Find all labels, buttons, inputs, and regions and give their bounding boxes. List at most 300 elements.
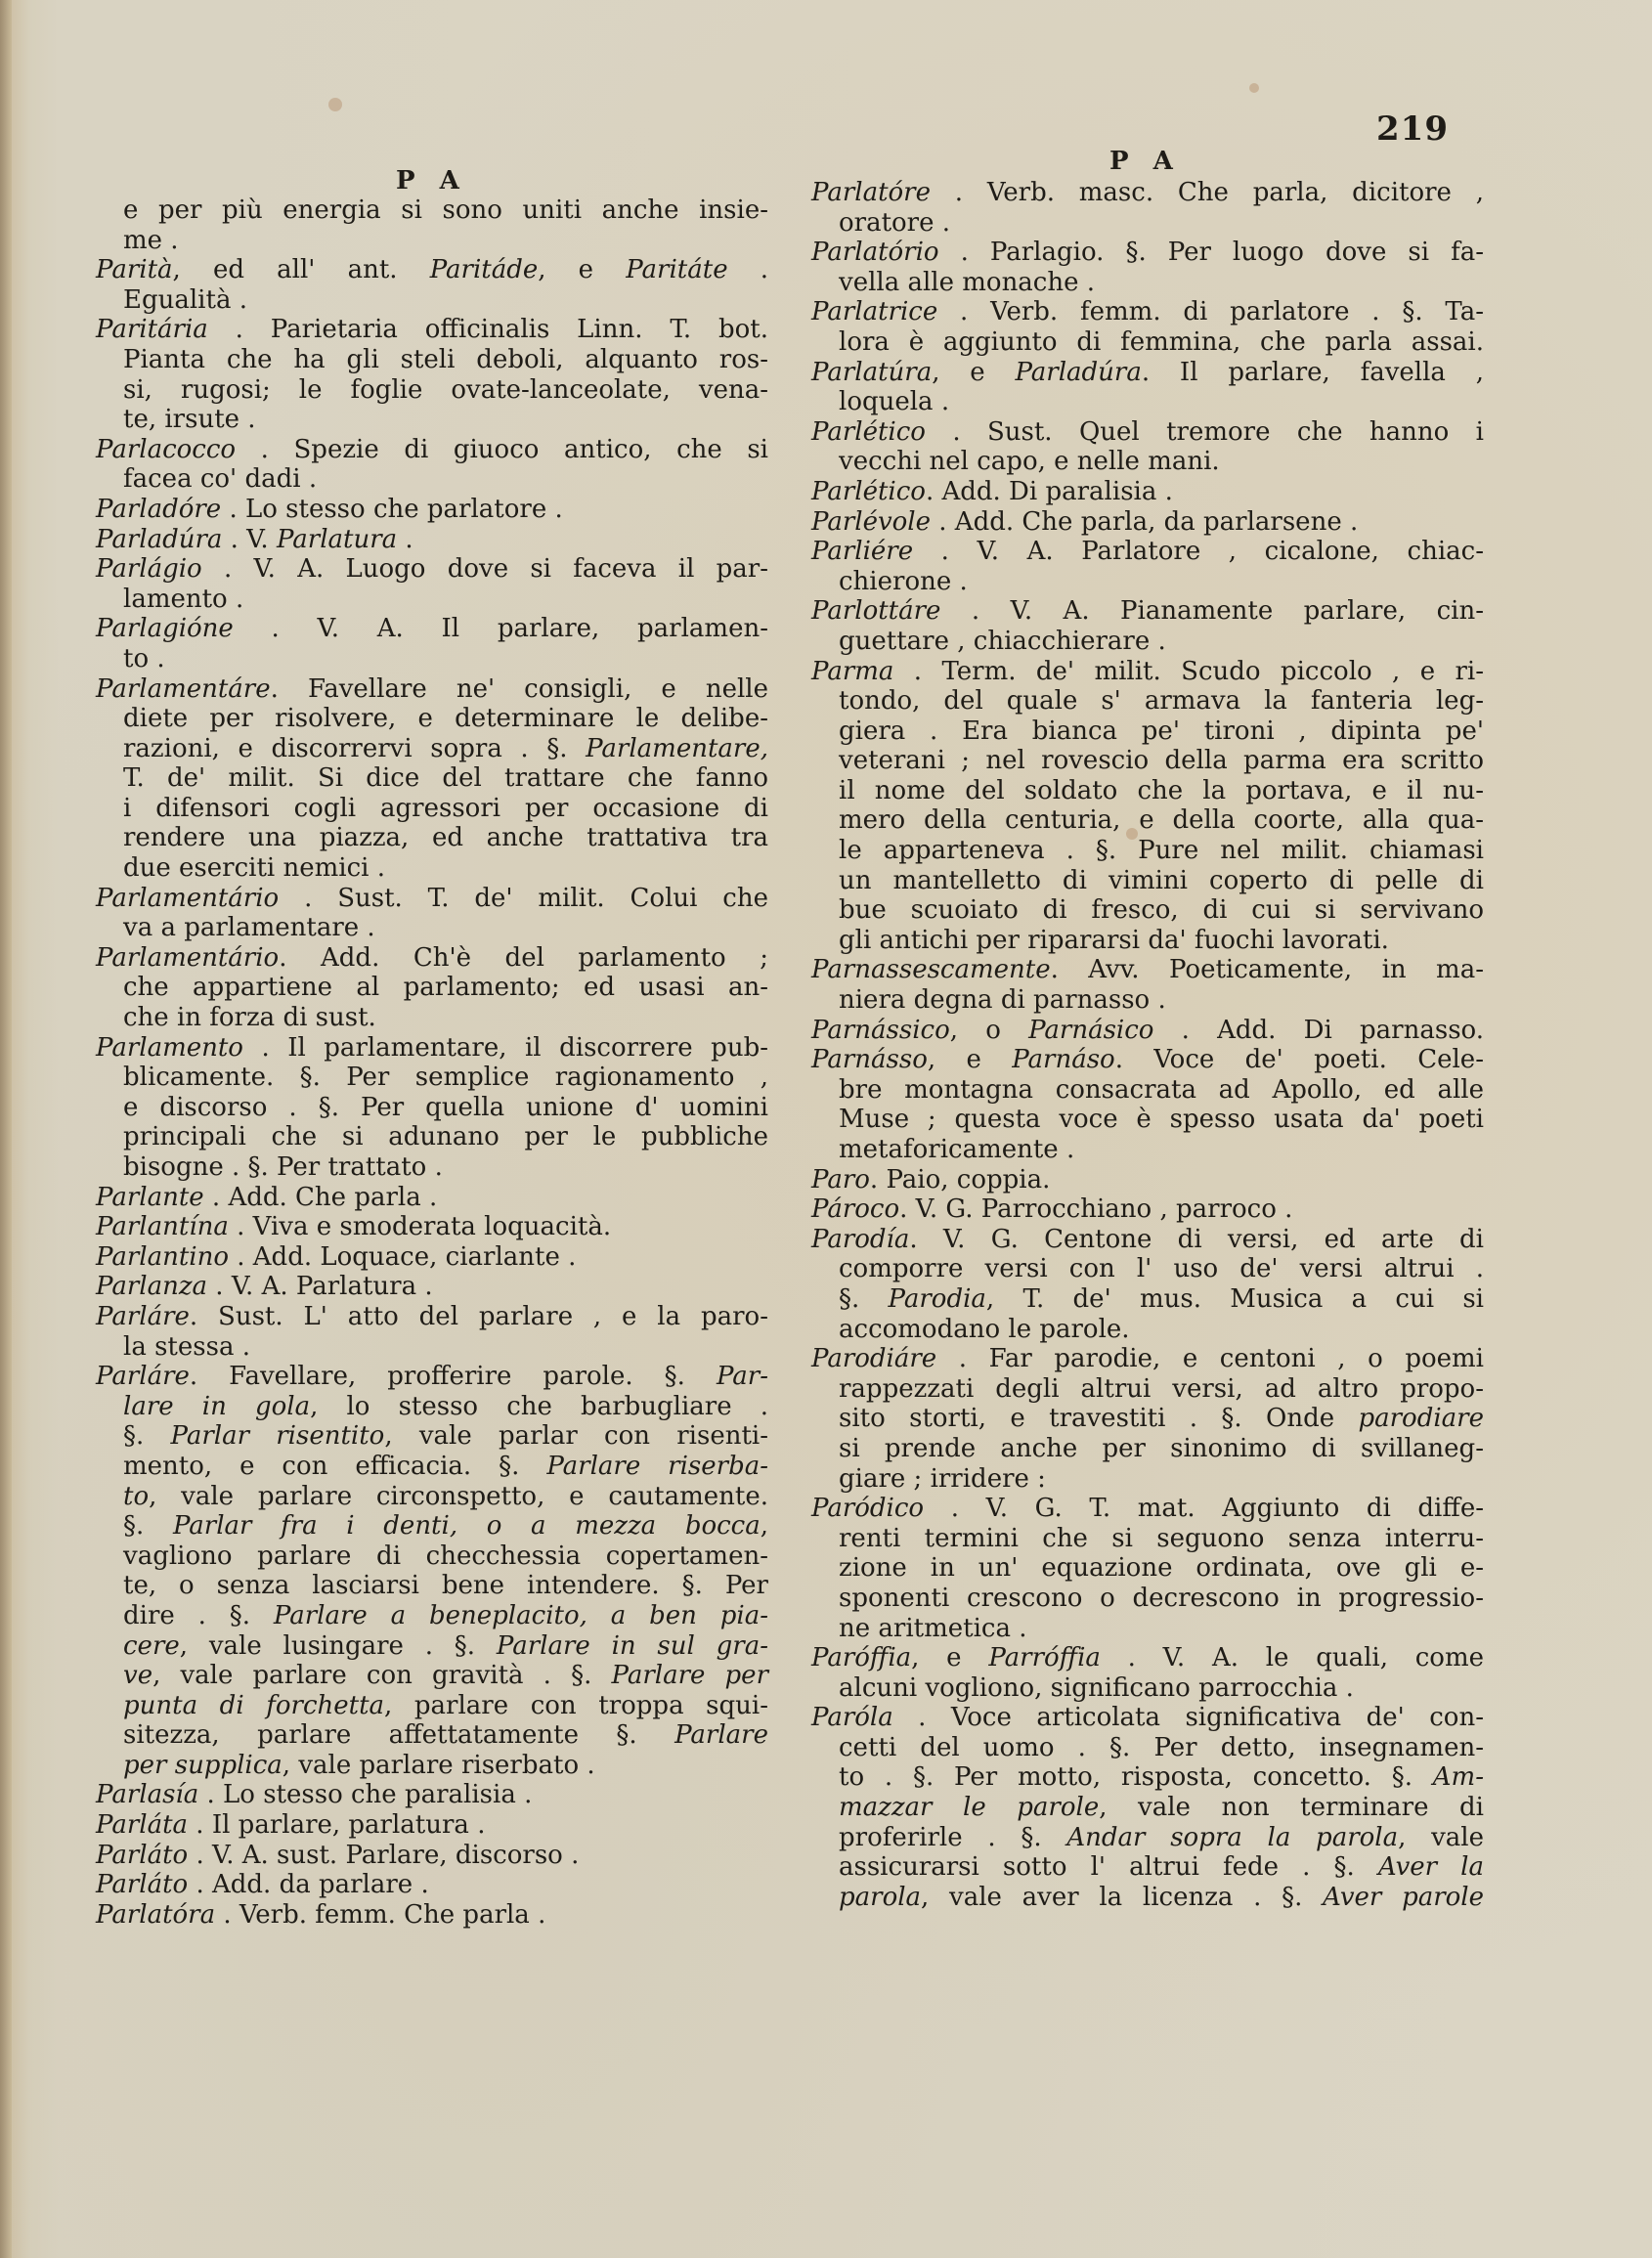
definition-text: , parlare con troppa squi- [384,1690,768,1720]
headword: Parlágio [96,554,202,585]
entry-continuation-line [804,836,1484,866]
entry-continuation-line [88,973,768,1003]
entry-continuation-line [804,1254,1484,1284]
entry-headword-line [88,315,768,345]
definition-text: lora è aggiunto di femmina, che parla assai. [839,326,1484,357]
headword: Parlamentário [96,942,280,973]
italic-text: Aver la [1377,1852,1485,1883]
italic-text: mazzar le parole [839,1793,1100,1823]
headword: Parlacocco [96,434,237,464]
entry-continuation-line [804,985,1484,1016]
entry-headword-line [804,417,1484,448]
italic-text: Aver parole [1323,1882,1484,1912]
definition-text: si prende anche per sinonimo di svillaneg- [839,1433,1484,1463]
definition-text: che in forza di sust. [123,1003,376,1033]
definition-text: . Add. Loquace, ciarlante . [228,1241,577,1272]
running-head-left: P A [396,166,467,195]
entry-continuation-line [804,1733,1484,1763]
entry-continuation-line [804,1105,1484,1135]
entry-headword-line [88,525,768,555]
definition-text: . V. G. Parrocchiano , parroco . [899,1194,1293,1225]
entry-continuation-line [804,447,1484,477]
entry-headword-line [804,537,1484,567]
entry-headword-line [804,1643,1484,1673]
definition-text: . Add. Di paralisia . [925,476,1173,506]
italic-text: Andar sopra la parola [1066,1822,1399,1852]
entry-continuation-line [804,1404,1484,1434]
italic-text: Parlare riserba- [546,1451,769,1481]
italic-text: Parodia [888,1283,986,1314]
definition-text: , [760,1511,769,1542]
definition-text: bre montagna consacrata ad Apollo, ed alle [839,1074,1484,1105]
definition-text: sitezza, parlare affettatamente §. [123,1720,675,1751]
entry-continuation-line [88,1511,768,1542]
entry-headword-line [88,435,768,465]
definition-text: . V. A. le quali, come [1100,1643,1484,1673]
italic-text: Parlare [674,1720,768,1751]
entry-continuation-line [804,1762,1484,1793]
headword: Parlatório [811,238,939,268]
definition-text: comporre versi con l' uso de' versi altrui . [839,1254,1484,1284]
definition-text: . Favellare, profferire parole. §. [189,1362,717,1392]
headword: Parláta [96,1810,189,1841]
definition-text: alcuni vogliono, significano parrocchia . [839,1672,1354,1703]
entry-headword-line [88,1780,768,1810]
entry-headword-line [88,884,768,914]
entry-continuation-line [88,1571,768,1601]
entry-continuation-line [88,1720,768,1751]
entry-continuation-line [804,1524,1484,1554]
entry-headword-line [88,614,768,644]
definition-text: Pianta che ha gli steli deboli, alquanto ros- [123,344,768,374]
definition-text: un mantelletto di vimini coperto di pelle di [839,865,1484,895]
definition-text: che appartiene al parlamento; ed usasi an- [123,973,768,1003]
definition-text: . Paio, coppia. [869,1164,1051,1194]
entry-headword-line [804,596,1484,627]
definition-text: . V. G. T. mat. Aggiunto di diffe- [924,1494,1484,1524]
entry-headword-line [804,358,1484,388]
definition-text: . Parlagio. §. Per luogo dove si fa- [938,238,1484,268]
definition-text: §. [123,1511,173,1542]
paper-stain [1249,83,1259,93]
entry-continuation-line [88,1482,768,1512]
definition-text: dire . §. [123,1600,274,1630]
definition-text: va a parlamentare . [123,913,375,943]
definition-text: . V. A. Il parlare, parlamen- [233,614,768,644]
definition-text: veterani ; nel rovescio della parma era scritto [839,746,1484,776]
entry-headword-line [804,1225,1484,1255]
entry-continuation-line [88,734,768,764]
definition-text: oratore . [839,207,951,238]
entry-continuation-line [804,627,1484,657]
definition-text: , e [538,255,627,285]
definition-text: , ed all' ant. [172,255,430,285]
entry-continuation-line [804,268,1484,298]
page-number: 219 [1376,109,1449,149]
entry-headword-line [88,1841,768,1871]
entry-continuation-line [804,1374,1484,1405]
paper-stain [328,98,342,111]
entry-headword-line [88,255,768,285]
definition-text: cetti del uomo . §. Per detto, insegnamen- [839,1732,1484,1762]
entry-headword-line [88,554,768,585]
headword: Parlatúra [811,357,933,387]
entry-continuation-line [88,644,768,674]
definition-text: e per più energia si sono uniti anche insie- [123,195,768,225]
entry-continuation-line [804,1553,1484,1584]
entry-continuation-line [88,1392,768,1422]
definition-text: chierone . [839,566,968,596]
definition-text: . Verb. masc. Che parla, dicitore , [931,178,1484,207]
italic-text: parola [839,1882,922,1912]
definition-text: . Add. Che parla . [203,1182,438,1212]
entry-continuation-line [804,1883,1484,1913]
entry-continuation-line [88,1063,768,1093]
definition-text: , vale [1398,1822,1485,1852]
entry-continuation-line [88,1152,768,1183]
definition-text: . [397,524,413,554]
italic-text: parodiare [1358,1404,1484,1434]
definition-text: blicamente. §. Per semplice ragionamento , [123,1063,768,1093]
definition-text: . Lo stesso che parlatore . [221,494,563,524]
headword: Parlatóre [811,178,931,207]
right-column [804,178,1484,1912]
definition-text: loquela . [839,387,950,417]
entry-continuation-line [88,823,768,853]
entry-continuation-line [88,1661,768,1691]
italic-text: Parlar risentito [170,1421,385,1452]
entry-continuation-line [804,327,1484,358]
running-head-right: P A [1109,147,1181,176]
definition-text: . Verb. femm. Che parla . [215,1899,546,1930]
definition-text: , vale non terminare di [1099,1793,1484,1823]
definition-text: razioni, e discorrervi sopra . §. [123,733,587,763]
entry-headword-line [804,297,1484,327]
entry-continuation-line [804,866,1484,896]
entry-continuation-line [88,585,768,615]
headword: Parlamentário [96,883,280,913]
italic-text: Parnásico [1028,1015,1154,1045]
definition-text: . V. G. Centone di versi, ed arte di [909,1224,1484,1254]
definition-text: sponenti crescono o decrescono in progressio- [839,1583,1484,1613]
entry-continuation-line [804,1075,1484,1106]
definition-text: . Voce de' poeti. Cele- [1114,1045,1484,1075]
entry-continuation-line [804,686,1484,716]
entry-continuation-line [804,208,1484,239]
definition-text: , vale lusingare . §. [179,1630,497,1661]
definition-text: . Verb. femm. di parlatore . §. Ta- [937,297,1484,327]
headword: Parláre [96,1301,190,1331]
italic-text: Par- [716,1362,768,1392]
entry-continuation-line [804,746,1484,776]
definition-text: , o [949,1015,1029,1045]
headword: Parlasía [96,1780,199,1810]
italic-text: Paritáde [429,255,539,285]
headword: Parlanza [96,1272,208,1302]
definition-text: . Viva e smoderata loquacità. [228,1212,612,1242]
headword: Parnássico [811,1015,950,1045]
headword: Parlantino [96,1241,229,1272]
headword: Parladúra [96,524,223,554]
definition-text: tondo, del quale s' armava la fanteria leg- [839,686,1484,716]
definition-text: sito storti, e travestiti . §. Onde [839,1404,1359,1434]
definition-text: vagliono parlare di checchessia copertamen- [123,1541,768,1571]
definition-text: . Sust. L' atto del parlare , e la paro- [189,1301,768,1331]
headword: Parlévole [811,506,932,537]
left-column [88,195,768,1930]
entry-continuation-line [88,1542,768,1572]
definition-text: gli antichi per ripararsi da' fuochi lavorati. [839,925,1389,955]
definition-text: lamento . [123,584,244,614]
entry-headword-line [804,1344,1484,1374]
headword: Parlético [811,416,926,447]
entry-continuation-line [804,387,1484,417]
definition-text: , vale aver la licenza . §. [921,1882,1324,1912]
entry-continuation-line [804,716,1484,747]
entry-continuation-line [88,345,768,375]
entry-headword-line [88,943,768,974]
definition-text: zione in un' equazione ordinata, ove gli e- [839,1553,1484,1584]
entry-continuation-line [88,1601,768,1631]
definition-text: . Il parlare, favella , [1141,357,1484,387]
definition-text: la stessa . [123,1331,250,1362]
headword: Parnásso [811,1045,928,1075]
italic-text: Parnáso [1012,1045,1115,1075]
entry-continuation-line [88,853,768,884]
entry-continuation-line [88,704,768,734]
definition-text: , e [927,1045,1013,1075]
headword: Parlottáre [811,596,941,627]
definition-text: rappezzati degli altrui versi, ad altro propo- [839,1373,1484,1404]
italic-text: Parlamentare, [586,733,768,763]
entry-headword-line [804,1703,1484,1733]
definition-text: giare ; irridere : [839,1463,1046,1494]
entry-headword-line [88,495,768,525]
entry-headword-line [804,477,1484,507]
headword: Parma [811,656,894,686]
headword: Parlamento [96,1032,243,1063]
entry-continuation-line [804,1614,1484,1644]
entry-continuation-line [804,1852,1484,1883]
definition-text: giera . Era bianca pe' tironi , dipinta pe' [839,716,1484,746]
definition-text: due eserciti nemici . [123,853,385,884]
italic-text: Parlare a beneplacito, a ben pia- [273,1600,768,1630]
italic-text: per supplica [123,1750,283,1780]
definition-text: . Lo stesso che paralisia . [198,1780,533,1810]
definition-text: . Add. da parlare . [188,1870,429,1900]
definition-text: , vale parlar con risenti- [384,1421,769,1452]
entry-headword-line [804,1194,1484,1225]
italic-text: Am- [1432,1762,1484,1793]
definition-text: . Sust. T. de' milit. Colui che [279,883,768,913]
entry-headword-line [804,507,1484,538]
definition-text: . [727,255,768,285]
definition-text: renti termini che si seguono senza interru- [839,1523,1484,1553]
entry-headword-line [88,1870,768,1900]
book-spine-shadow [0,0,12,2258]
entry-headword-line [804,1165,1484,1195]
definition-text: e discorso . §. Per quella unione d' uomini [123,1092,768,1122]
entry-continuation-line [804,926,1484,956]
entry-continuation-line [88,1122,768,1152]
italic-text: to [123,1481,150,1511]
definition-text: . Far parodie, e centoni , o poemi [936,1344,1484,1374]
entry-headword-line [804,1016,1484,1046]
definition-text: me . [123,225,179,255]
entry-continuation-line [88,763,768,794]
headword: Parlantína [96,1212,229,1242]
entry-continuation-line [804,1793,1484,1823]
definition-text: . Add. Che parla, da parlarsene . [931,506,1359,537]
definition-text: bisogne . §. Per trattato . [123,1152,443,1182]
headword: Parodiáre [811,1344,937,1374]
definition-text: . Avv. Poeticamente, in ma- [1050,955,1484,985]
entry-headword-line [88,1183,768,1213]
italic-text: lare in gola [123,1391,311,1421]
definition-text: rendere una piazza, ed anche trattativa tra [123,823,768,853]
entry-continuation-line [88,794,768,824]
entry-headword-line [804,955,1484,985]
headword: Parláto [96,1840,189,1870]
definition-text: , e [932,357,1016,387]
italic-text: Paritáte [626,255,728,285]
entry-continuation-line [804,1284,1484,1315]
entry-continuation-line [804,805,1484,836]
entry-headword-line [88,1033,768,1064]
definition-text: proferirle . §. [839,1822,1067,1852]
headword: Parodía [811,1224,910,1254]
definition-text: accomodano le parole. [839,1314,1130,1344]
headword: Paróla [811,1703,893,1733]
definition-text: , T. de' mus. Musica a cui si [985,1283,1484,1314]
definition-text: §. [123,1421,171,1452]
definition-text: , lo stesso che barbugliare . [310,1391,768,1421]
italic-text: Parlare per [611,1661,768,1691]
definition-text: bue scuoiato di fresco, di cui si servivano [839,895,1484,926]
definition-text: , vale parlare circonspetto, e cautamente. [149,1481,768,1511]
headword: Paróffia [811,1643,912,1673]
definition-text: Egualità . [123,284,247,315]
entry-continuation-line [88,226,768,256]
definition-text: , vale parlare con gravità . §. [152,1661,612,1691]
entry-headword-line [88,1900,768,1931]
definition-text: mento, e con efficacia. §. [123,1451,547,1481]
headword: Paródico [811,1494,925,1524]
entry-headword-line [88,1810,768,1841]
definition-text: niera degna di parnasso . [839,985,1166,1016]
entry-continuation-line [88,1093,768,1123]
headword: Parlatrice [811,297,938,327]
definition-text: le apparteneva . §. Pure nel milit. chiamasi [839,836,1484,866]
entry-continuation-line [804,1673,1484,1704]
entry-continuation-line [804,1315,1484,1345]
entry-continuation-line [88,464,768,495]
definition-text: . V. A. sust. Parlare, discorso . [188,1840,580,1870]
definition-text: . Spezie di giuoco antico, che si [236,434,768,464]
definition-text: il nome del soldato che la portava, e il nu- [839,775,1484,805]
definition-text: . Parietaria officinalis Linn. T. bot. [207,315,768,345]
headword: Paro [811,1164,870,1194]
definition-text: vella alle monache . [839,267,1096,297]
entry-continuation-line [88,1631,768,1662]
entry-headword-line [88,1362,768,1392]
entry-headword-line [88,1242,768,1273]
entry-continuation-line [88,285,768,316]
definition-text: §. [839,1283,889,1314]
entry-continuation-line [804,1823,1484,1853]
entry-headword-line [88,1212,768,1242]
definition-text: to . §. Per motto, risposta, concetto. §. [839,1762,1433,1793]
definition-text: to . [123,643,165,673]
headword: Parláre [96,1362,190,1392]
definition-text: . Term. de' milit. Scudo piccolo , e ri- [893,656,1484,686]
definition-text: Muse ; questa voce è spesso usata da' poeti [839,1105,1484,1135]
headword: Parità [96,255,173,285]
headword: Paritária [96,315,208,345]
entry-continuation-line [88,1751,768,1781]
headword: Parliére [811,537,914,567]
entry-headword-line [804,238,1484,268]
headword: Parlatóra [96,1899,216,1930]
headword: Parlamentáre [96,673,271,704]
headword: Parlético [811,476,926,506]
italic-text: cere [123,1630,180,1661]
entry-continuation-line [88,913,768,943]
entry-continuation-line [88,1421,768,1452]
italic-text: Parladúra [1015,357,1142,387]
entry-continuation-line [88,1003,768,1033]
definition-text: , vale parlare riserbato . [282,1750,595,1780]
entry-continuation-line [88,375,768,406]
entry-headword-line [804,1494,1484,1524]
entry-continuation-line [804,1434,1484,1464]
definition-text: te, o senza lasciarsi bene intendere. §. Per [123,1571,768,1601]
definition-text: si, rugosi; le foglie ovate-lanceolate, vena- [123,374,768,405]
definition-text: . Sust. Quel tremore che hanno i [925,416,1484,447]
entry-headword-line [804,178,1484,208]
entry-continuation-line [804,1584,1484,1614]
definition-text: . V. A. Parlatore , cicalone, chiac- [913,537,1484,567]
entry-continuation-line [88,1452,768,1482]
definition-text: . Il parlamentare, il discorrere pub- [242,1032,768,1063]
definition-text: principali che si adunano per le pubbliche [123,1122,768,1152]
italic-text: punta di forchetta [123,1690,385,1720]
entry-headword-line [804,657,1484,687]
definition-text: T. de' milit. Si dice del trattare che fanno [123,763,768,794]
italic-text: Parlar fra i denti, o a mezza bocca [172,1511,761,1542]
entry-continuation-line [804,1135,1484,1165]
entry-headword-line [804,1045,1484,1075]
headword: Parlagióne [96,614,234,644]
definition-text: . Il parlare, parlatura . [188,1810,486,1841]
entry-continuation-line [88,1691,768,1721]
headword: Parlante [96,1182,204,1212]
definition-text: metaforicamente . [839,1135,1075,1164]
entry-continuation-line [88,195,768,226]
definition-text: mero della centuria, e della coorte, alla qua- [839,805,1484,836]
definition-text: i difensori cogli agressori per occasione di [123,793,768,823]
entry-headword-line [88,674,768,705]
italic-text: Parróffia [988,1643,1101,1673]
definition-text: guettare , chiacchierare . [839,626,1166,656]
definition-text: . V. A. Parlatura . [207,1272,433,1302]
definition-text: . Favellare ne' consigli, e nelle [270,673,768,704]
definition-text: . Add. Di parnasso. [1153,1015,1484,1045]
definition-text: te, irsute . [123,405,256,435]
definition-text: . V. A. Pianamente parlare, cin- [940,596,1484,627]
entry-continuation-line [804,895,1484,926]
definition-text: . V. A. Luogo dove si faceva il par- [201,554,768,585]
